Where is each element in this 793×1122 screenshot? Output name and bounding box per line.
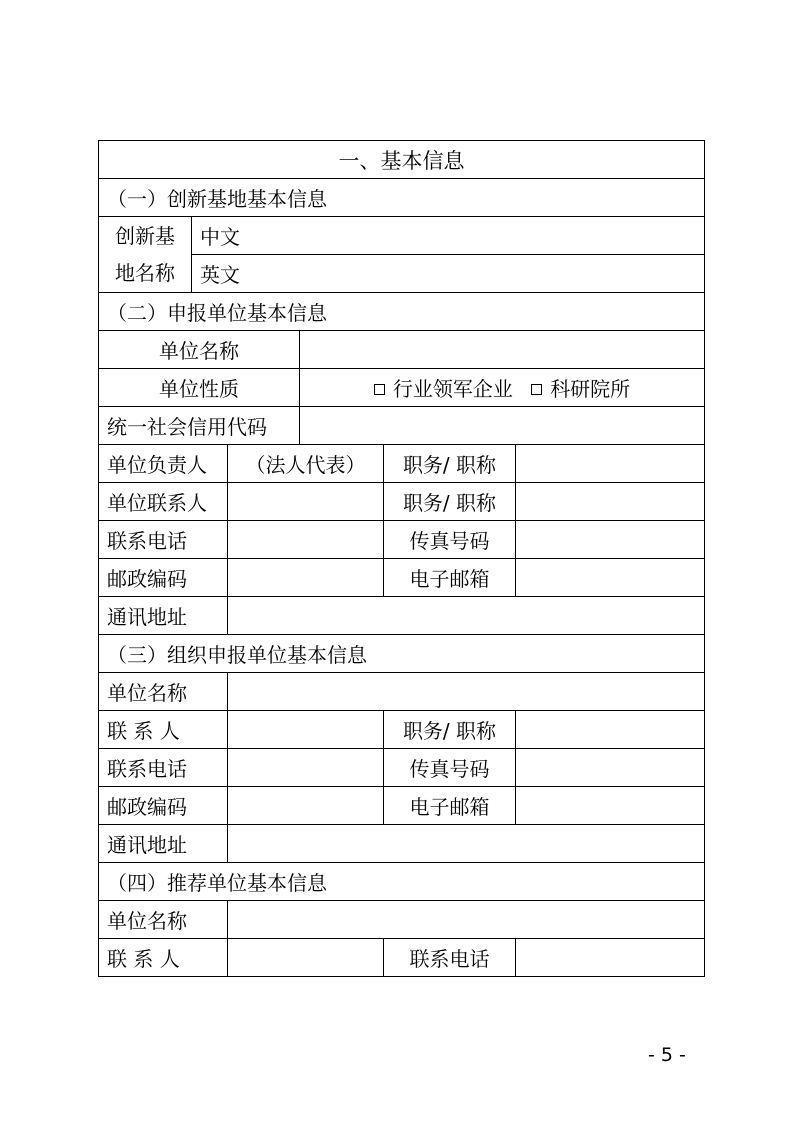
unit-nature-options [300,369,705,407]
base-name-label [99,217,192,293]
rec-contact-label: 联 系 人 [99,939,228,977]
chinese-name-label: 中文 [200,225,240,249]
checkbox-icon[interactable] [531,384,542,395]
unit-contact-field[interactable] [228,483,384,521]
head-title-field[interactable] [516,445,705,483]
org-postcode-field[interactable] [228,787,384,825]
base-name-label-line1: 创新基 [115,223,175,248]
org-contact-label: 联 系 人 [99,711,228,749]
org-contact-field[interactable] [228,711,384,749]
email-label: 电子邮箱 [384,559,516,597]
rec-unit-name-field[interactable] [228,901,705,939]
unit-name-field[interactable] [300,331,705,369]
org-contact-title-label: 职务/ 职称 [384,711,516,749]
address-label: 通讯地址 [99,597,228,635]
section-title: 一、基本信息 [99,141,705,179]
chinese-name-field[interactable] [192,217,705,255]
postcode-field[interactable] [228,559,384,597]
part3-heading: （三）组织申报单位基本信息 [99,635,705,673]
org-fax-label: 传真号码 [384,749,516,787]
head-title-label: 职务/ 职称 [384,445,516,483]
unit-head-label: 单位负责人 [99,445,228,483]
credit-code-label: 统一社会信用代码 [99,407,300,445]
org-address-label: 通讯地址 [99,825,228,863]
option-research-institute[interactable] [531,377,630,401]
org-postcode-label: 邮政编码 [99,787,228,825]
english-name-field[interactable] [192,255,705,293]
org-address-field[interactable] [228,825,705,863]
option-label: 科研院所 [550,377,631,401]
part1-heading: （一）创新基地基本信息 [99,179,705,217]
org-phone-field[interactable] [228,749,384,787]
unit-contact-label: 单位联系人 [99,483,228,521]
part4-heading: （四）推荐单位基本信息 [99,863,705,901]
org-unit-name-label: 单位名称 [99,673,228,711]
email-field[interactable] [516,559,705,597]
option-industry-leader[interactable] [374,377,513,401]
legal-rep-label: （法人代表） [228,445,384,483]
rec-phone-label: 联系电话 [384,939,516,977]
unit-nature-label: 单位性质 [99,369,300,407]
part2-heading: （二）申报单位基本信息 [99,293,705,331]
phone-field[interactable] [228,521,384,559]
contact-title-label: 职务/ 职称 [384,483,516,521]
org-fax-field[interactable] [516,749,705,787]
credit-code-field[interactable] [300,407,705,445]
postcode-label: 邮政编码 [99,559,228,597]
org-unit-name-field[interactable] [228,673,705,711]
org-email-label: 电子邮箱 [384,787,516,825]
rec-unit-name-label: 单位名称 [99,901,228,939]
contact-title-field[interactable] [516,483,705,521]
fax-label: 传真号码 [384,521,516,559]
base-name-label-line2: 地名称 [115,260,175,285]
option-label: 行业领军企业 [392,377,513,401]
rec-phone-field[interactable] [516,939,705,977]
rec-contact-field[interactable] [228,939,384,977]
basic-info-form [98,140,705,977]
fax-field[interactable] [516,521,705,559]
org-contact-title-field[interactable] [516,711,705,749]
unit-name-label: 单位名称 [99,331,300,369]
org-phone-label: 联系电话 [99,749,228,787]
address-field[interactable] [228,597,705,635]
page-number: - 5 - [648,1044,686,1066]
checkbox-icon[interactable] [374,384,385,395]
phone-label: 联系电话 [99,521,228,559]
english-name-label: 英文 [200,263,240,287]
org-email-field[interactable] [516,787,705,825]
